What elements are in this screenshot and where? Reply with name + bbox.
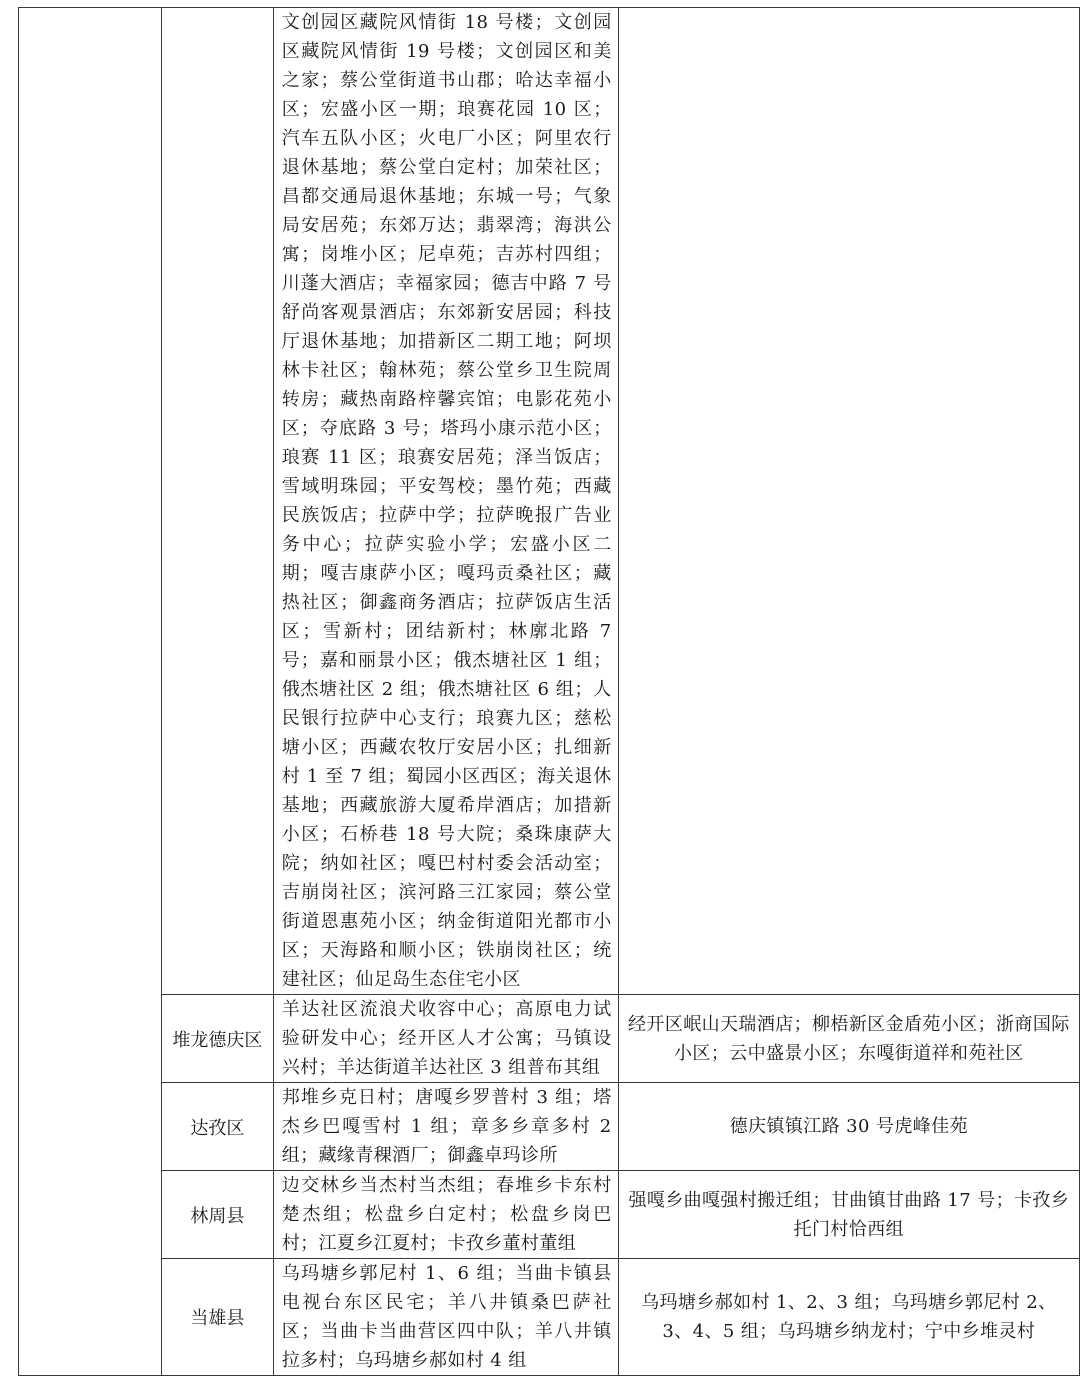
table-row <box>19 1259 1080 1376</box>
district-cell: 达孜区 <box>162 1083 274 1171</box>
high-risk-areas-cell: 文创园区藏院风情街 18 号楼；文创园区藏院风情街 19 号楼；文创园区和美之家；蔡公堂街道书山郡；哈达幸福小区；宏盛小区一期；琅赛花园 10 区；汽车五队小区；火电厂小区；阿里农行退休基地；蔡公堂白定村；加荣社区；昌都交通局退休基地；东城一号；气象局安居苑；东郊万达；翡翠湾；海洪公寓；岗堆小区；尼卓苑；吉苏村四组；川蓬大酒店；幸福家园；德吉中路 7 号舒尚客观景酒店；东郊新安居园；科技厅退休基地；加措新区二期工地；阿坝林卡社区；翰林苑；蔡公堂乡卫生院周转房；藏热南路梓馨宾馆；电影花苑小区；夺底路 3 号；塔玛小康示范小区；琅赛 11 区；琅赛安居苑；泽当饭店；雪域明珠园；平安驾校；墨竹苑；西藏民族饭店；拉萨中学；拉萨晚报广告业务中心；拉萨实验小学；宏盛小区二期；嘎吉康萨小区；嘎玛贡桑社区；藏热社区；御鑫商务酒店；拉萨饭店生活区；雪新村；团结新村；林廓北路 7 号；嘉和丽景小区；俄杰塘社区 1 组；俄杰塘社区 2 组；俄杰塘社区 6 组；人民银行拉萨中心支行；琅赛九区；慈松塘小区；西藏农牧厅安居小区；扎细新村 1 至 7 组；蜀园小区西区；海关退休基地；西藏旅游大厦希岸酒店；加措新小区；石桥巷 18 号大院；桑珠康萨大院；纳如社区；嘎巴村村委会活动室；吉崩岗社区；滨河路三江家园；蔡公堂街道恩惠苑小区；纳金街道阳光都市小区；天海路和顺小区；铁崩岗社区；统建社区；仙足岛生态住宅小区 <box>273 8 618 995</box>
table-row <box>19 8 1080 995</box>
high-risk-areas-cell: 羊达社区流浪犬收容中心；高原电力试验研发中心；经开区人才公寓；马镇设兴村；羊达街道羊达社区 3 组普布其组 <box>273 995 618 1083</box>
table-row <box>19 1171 1080 1259</box>
district-cell <box>162 8 274 995</box>
area-table <box>18 7 1080 1376</box>
high-risk-areas-cell: 邦堆乡克日村；唐嘎乡罗普村 3 组；塔杰乡巴嘎雪村 1 组；章多乡章多村 2 组；藏缘青稞酒厂；御鑫卓玛诊所 <box>273 1083 618 1171</box>
table-row <box>19 995 1080 1083</box>
district-cell: 堆龙德庆区 <box>162 995 274 1083</box>
region-cell <box>19 8 162 1376</box>
district-cell: 当雄县 <box>162 1259 274 1376</box>
district-cell: 林周县 <box>162 1171 274 1259</box>
high-risk-areas-cell: 边交林乡当杰村当杰组；春堆乡卡东村楚杰组；松盘乡白定村；松盘乡岗巴村；江夏乡江夏村；卡孜乡董村董组 <box>273 1171 618 1259</box>
medium-risk-areas-cell: 经开区岷山天瑞酒店；柳梧新区金盾苑小区；浙商国际小区；云中盛景小区；东嘎街道祥和苑社区 <box>618 995 1079 1083</box>
high-risk-areas-cell: 乌玛塘乡郭尼村 1、6 组；当曲卡镇县电视台东区民宅；羊八井镇桑巴萨社区；当曲卡当曲营区四中队；羊八井镇拉多村；乌玛塘乡郝如村 4 组 <box>273 1259 618 1376</box>
medium-risk-areas-cell: 乌玛塘乡郝如村 1、2、3 组；乌玛塘乡郭尼村 2、3、4、5 组；乌玛塘乡纳龙村；宁中乡堆灵村 <box>618 1259 1079 1376</box>
table-row <box>19 1083 1080 1171</box>
medium-risk-areas-cell: 德庆镇镇江路 30 号虎峰佳苑 <box>618 1083 1079 1171</box>
medium-risk-areas-cell: 强嘎乡曲嘎强村搬迁组；甘曲镇甘曲路 17 号；卡孜乡托门村恰西组 <box>618 1171 1079 1259</box>
medium-risk-areas-cell <box>618 8 1079 995</box>
